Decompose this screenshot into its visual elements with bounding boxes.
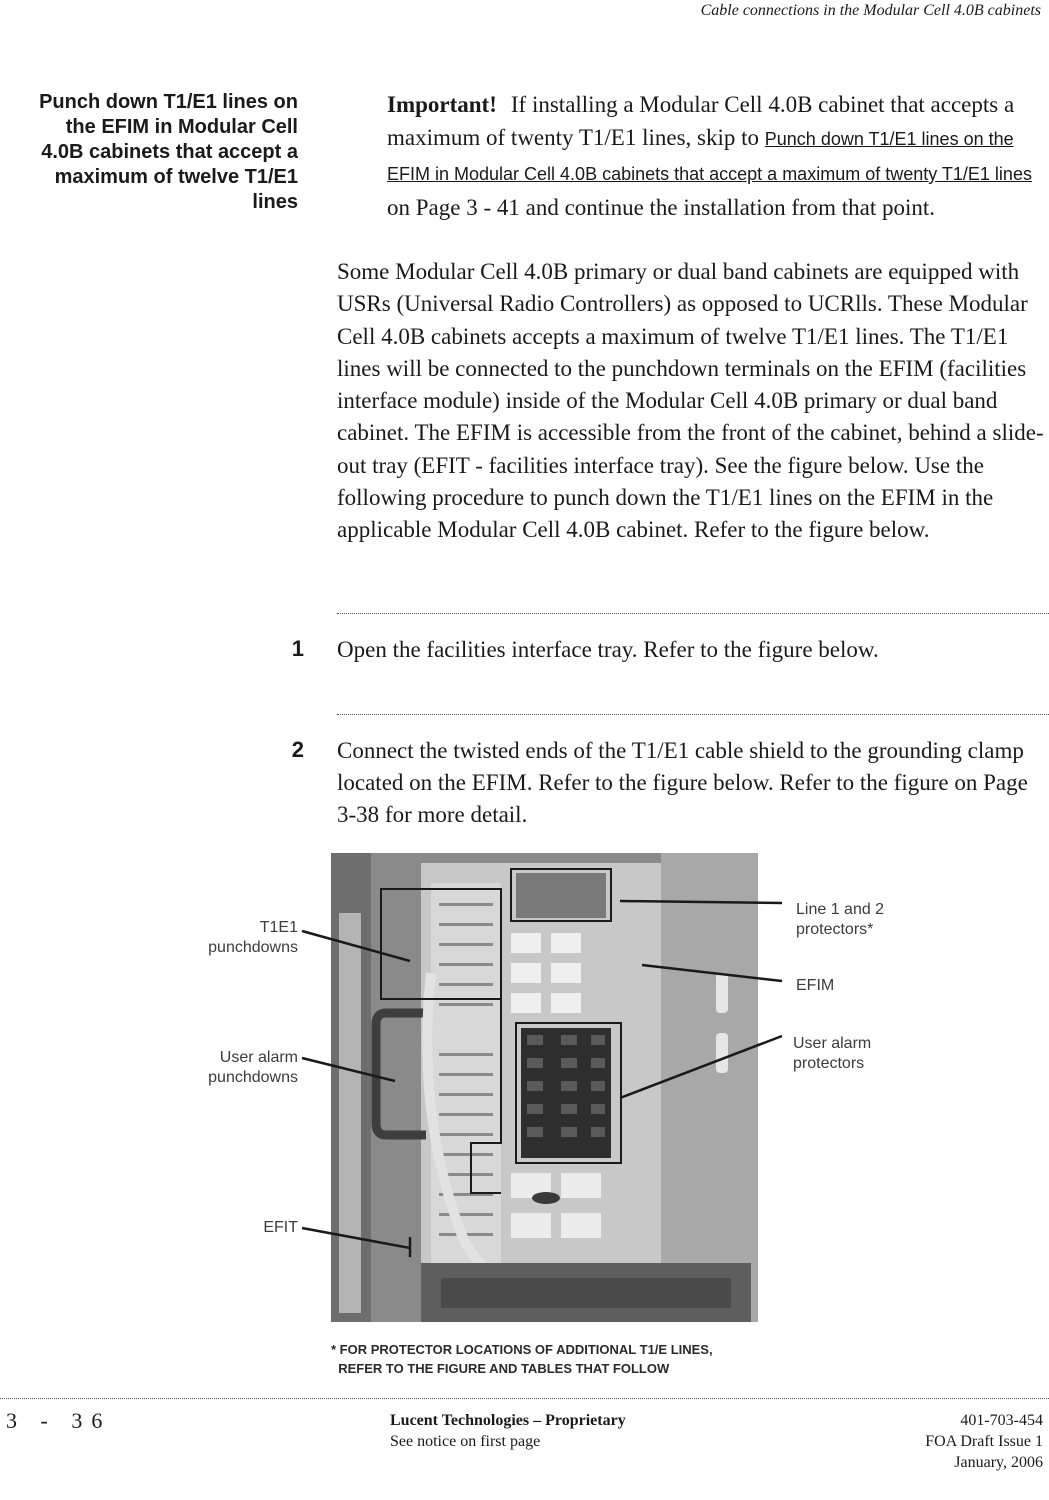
callout-line: protectors* <box>796 921 874 938</box>
step-number: 1 <box>291 636 304 661</box>
section-heading-line: the EFIM in Modular Cell <box>65 116 298 138</box>
running-header: Cable connections in the Modular Cell 4.0B cabinets <box>700 2 1041 19</box>
step-divider <box>337 714 1049 715</box>
callout-line: protectors <box>793 1055 865 1072</box>
footnote-line: REFER TO THE FIGURE AND TABLES THAT FOLLOW <box>331 1361 670 1376</box>
important-label: Important! <box>387 92 497 117</box>
footer-notice: See notice on first page <box>390 1433 541 1450</box>
callout-line: Line 1 and 2 <box>796 901 885 918</box>
section-heading-line: maximum of twelve T1/E1 <box>54 166 298 188</box>
important-note <box>387 88 1047 224</box>
callout-line-protectors <box>796 900 884 940</box>
footnote-line: * FOR PROTECTOR LOCATIONS OF ADDITIONAL T1/E LINES, <box>331 1342 713 1357</box>
section-heading <box>0 90 298 215</box>
figure-footnote <box>331 1340 713 1378</box>
callout-t1e1-punchdowns <box>180 918 298 958</box>
section-heading-line: Punch down T1/E1 lines on <box>39 91 298 113</box>
callout-line: punchdowns <box>208 1069 298 1086</box>
callout-line: punchdowns <box>208 939 298 956</box>
footer-doc-number: 401-703-454 <box>960 1412 1043 1429</box>
callout-line: T1E1 <box>259 919 298 936</box>
section-heading-line: 4.0B cabinets that accept a <box>41 141 298 163</box>
callout-line: User alarm <box>219 1049 298 1066</box>
footer-draft: FOA Draft Issue 1 <box>925 1433 1043 1450</box>
step-text: Open the facilities interface tray. Refer to the figure below. <box>337 637 879 662</box>
footer-company: Lucent Technologies – Proprietary <box>390 1412 626 1429</box>
step-text: Connect the twisted ends of the T1/E1 cable shield to the grounding clamp located on the EFIM. Refer to the figure below. Refer to the figure on Page 3-38 for more detail. <box>337 738 1028 827</box>
footer-document-block <box>925 1410 1043 1473</box>
step-divider <box>337 613 1049 614</box>
callout-efim: EFIM <box>796 977 835 994</box>
callout-leader-lines <box>300 853 800 1273</box>
intro-paragraph: Some Modular Cell 4.0B primary or dual band cabinets are equipped with USRs (Universal Radio Controllers) as opposed to UCRlls. These Modular Cell 4.0B cabinets accepts a maximum of twelve T1/E1 lines. The T1/E1 lines will be connected to the punchdown terminals on the EFIM (facilities interface module) inside of the Modular Cell 4.0B primary or dual band cabinet. The EFIM is accessible from the front of the cabinet, behind a slide-out tray (EFIT - facilities interface tray). See the figure below. Use the following procedure to punch down the T1/E1 lines on the EFIM in the applicable Modular Cell 4.0B cabinet. Refer to the figure below. <box>337 259 1044 543</box>
important-text: If installing a Modular Cell 4.0B cabinet that accepts a maximum of twenty T1/E1 lines, skip to <box>387 92 1015 150</box>
footer-divider <box>0 1398 1049 1399</box>
callout-user-alarm-punchdowns <box>170 1048 298 1088</box>
callout-efit: EFIT <box>263 1219 298 1236</box>
footer-date: January, 2006 <box>954 1454 1043 1471</box>
page-number: 3 - 36 <box>6 1408 112 1433</box>
important-text-after: on Page 3 - 41 and continue the installation from that point. <box>387 195 936 220</box>
footer-company-block <box>390 1410 626 1452</box>
section-heading-line: lines <box>252 191 298 213</box>
step-number: 2 <box>291 737 304 762</box>
callout-user-alarm-protectors <box>793 1034 871 1074</box>
callout-line: User alarm <box>793 1035 872 1052</box>
cross-reference-link[interactable]: Punch down T1/E1 lines on the EFIM in Modular Cell 4.0B cabinets that accept a maximum of twenty T1/E1 lines <box>387 129 1032 184</box>
